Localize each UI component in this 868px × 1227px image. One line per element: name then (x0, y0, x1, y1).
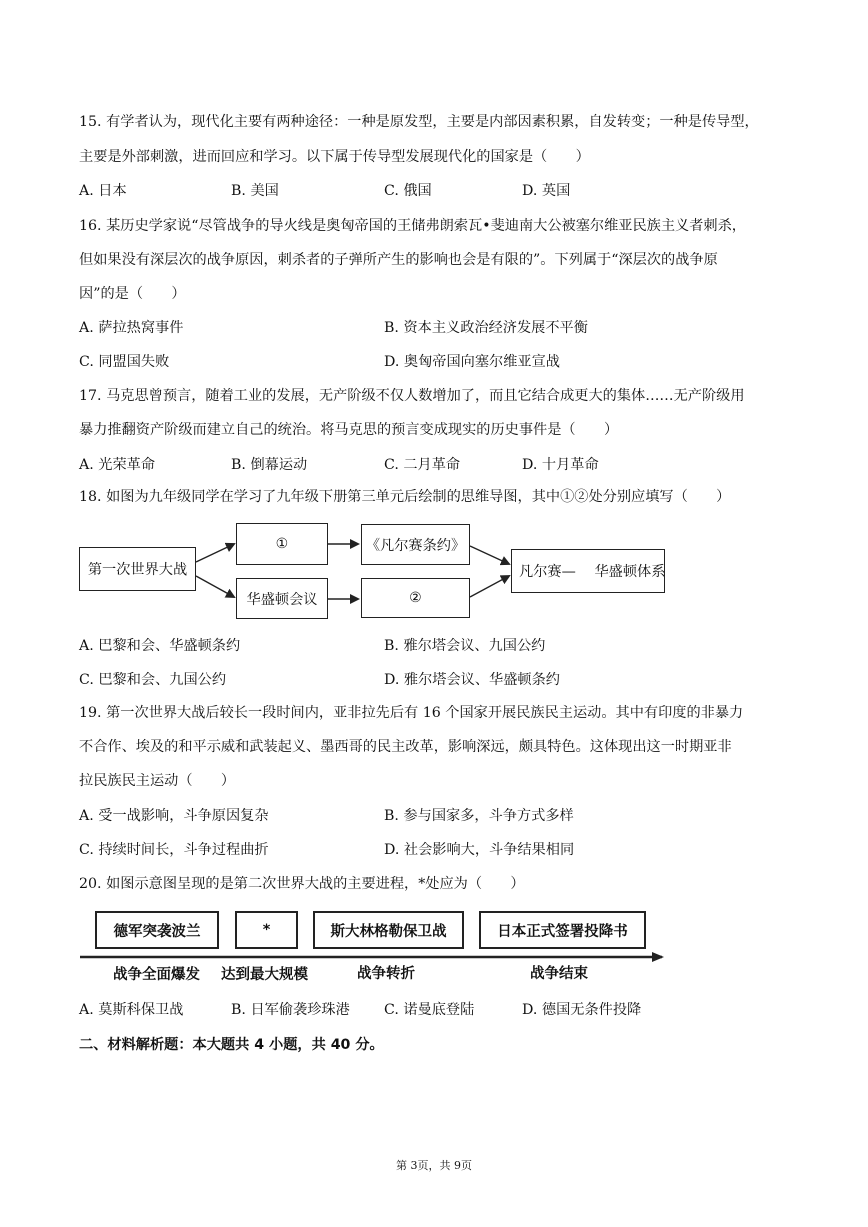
q20-stem: 20. 如图示意图呈现的是第二次世界大战的主要进程，*处应为（ ） (79, 876, 525, 892)
q20-event-invasion-of-poland: 德军突袭波兰 (95, 911, 219, 949)
q15-option-c[interactable]: C. 俄国 (384, 183, 432, 199)
q15-option-a[interactable]: A. 日本 (79, 183, 127, 199)
q20-event-japan-surrender: 日本正式签署投降书 (479, 911, 646, 949)
q15-option-b[interactable]: B. 美国 (231, 183, 279, 199)
q16-option-a[interactable]: A. 萨拉热窝事件 (79, 320, 184, 336)
q19-option-c[interactable]: C. 持续时间长，斗争过程曲折 (79, 842, 269, 858)
q18-option-b[interactable]: B. 雅尔塔会议、九国公约 (384, 638, 546, 654)
q19-option-d[interactable]: D. 社会影响大，斗争结果相同 (384, 842, 575, 858)
q19-option-b[interactable]: B. 参与国家多，斗争方式多样 (384, 808, 574, 824)
q19-option-a[interactable]: A. 受一战影响，斗争原因复杂 (79, 808, 269, 824)
q18-option-a[interactable]: A. 巴黎和会、华盛顿条约 (79, 638, 241, 654)
q18-box-blank-1: ① (236, 523, 328, 565)
q16-stem-line1: 16. 某历史学家说“尽管战争的导火线是奥匈帝国的王储弗朗索瓦•斐迪南大公被塞尔维亚民族主义者刺杀， (79, 218, 746, 234)
q20-option-a[interactable]: A. 莫斯科保卫战 (79, 1002, 184, 1018)
q17-stem-line2: 暴力推翻资产阶级而建立自己的统治。将马克思的预言变成现实的历史事件是（ ） (79, 422, 619, 438)
section-2-heading: 二、材料解析题：本大题共 4 小题，共 40 分。 (79, 1037, 384, 1053)
q18-option-c[interactable]: C. 巴黎和会、九国公约 (79, 672, 227, 688)
q20-label-outbreak: 战争全面爆发 (113, 967, 200, 983)
q17-option-b[interactable]: B. 倒幕运动 (231, 457, 308, 473)
q15-stem-line2: 主要是外部刺激，进而回应和学习。以下属于传导型发展现代化的国家是（ ） (79, 149, 590, 165)
page-footer: 第 3页，共 9页 (396, 1159, 472, 1172)
q18-box-washington-conference: 华盛顿会议 (236, 578, 328, 619)
q19-stem-line3: 拉民族民主运动（ ） (79, 773, 236, 789)
q18-stem: 18. 如图为九年级同学在学习了九年级下册第三单元后绘制的思维导图，其中①②处分别应填写（ ） (79, 489, 731, 505)
q16-option-b[interactable]: B. 资本主义政治经济发展不平衡 (384, 320, 588, 336)
q15-stem-line1: 15. 有学者认为，现代化主要有两种途径：一种是原发型，主要是内部因素积累，自发转变；一种是传导型， (79, 114, 759, 130)
q18-box-ww1: 第一次世界大战 (79, 547, 196, 591)
q16-stem-line3: 因”的是（ ） (79, 286, 186, 302)
q20-label-war-end: 战争结束 (530, 966, 588, 982)
q19-stem-line1: 19. 第一次世界大战后较长一段时间内，亚非拉先后有 16 个国家开展民族民主运动。其中有印度的非暴力 (79, 705, 744, 721)
q18-box-versailles-treaty: 《凡尔赛条约》 (361, 524, 470, 565)
q17-option-a[interactable]: A. 光荣革命 (79, 457, 156, 473)
q20-option-d[interactable]: D. 德国无条件投降 (522, 1002, 642, 1018)
q20-label-max-scale: 达到最大规模 (221, 967, 308, 983)
q18-box-versailles-washington-system: 凡尔赛— 华盛顿体系 (511, 549, 665, 593)
q16-option-d[interactable]: D. 奥匈帝国向塞尔维亚宣战 (384, 354, 560, 370)
q16-stem-line2: 但如果没有深层次的战争原因，刺杀者的子弹所产生的影响也会是有限的”。下列属于“深层次的战争原 (79, 252, 718, 268)
q19-stem-line2: 不合作、埃及的和平示威和武装起义、墨西哥的民主改革，影响深远，颇具特色。这体现出这一时期亚非 (79, 739, 732, 755)
q17-option-c[interactable]: C. 二月革命 (384, 457, 461, 473)
q20-label-turning-point: 战争转折 (357, 966, 415, 982)
q15-option-d[interactable]: D. 英国 (522, 183, 571, 199)
q17-option-d[interactable]: D. 十月革命 (522, 457, 599, 473)
q17-stem-line1: 17. 马克思曾预言，随着工业的发展，无产阶级不仅人数增加了，而且它结合成更大的集体……无产阶级用 (79, 388, 745, 404)
q16-option-c[interactable]: C. 同盟国失败 (79, 354, 170, 370)
q20-option-b[interactable]: B. 日军偷袭珍珠港 (231, 1002, 350, 1018)
q18-option-d[interactable]: D. 雅尔塔会议、华盛顿条约 (384, 672, 560, 688)
q20-event-stalingrad: 斯大林格勒保卫战 (313, 911, 464, 949)
q20-option-c[interactable]: C. 诺曼底登陆 (384, 1002, 475, 1018)
q18-box-blank-2: ② (361, 578, 470, 618)
q20-event-blank: * (235, 911, 298, 949)
